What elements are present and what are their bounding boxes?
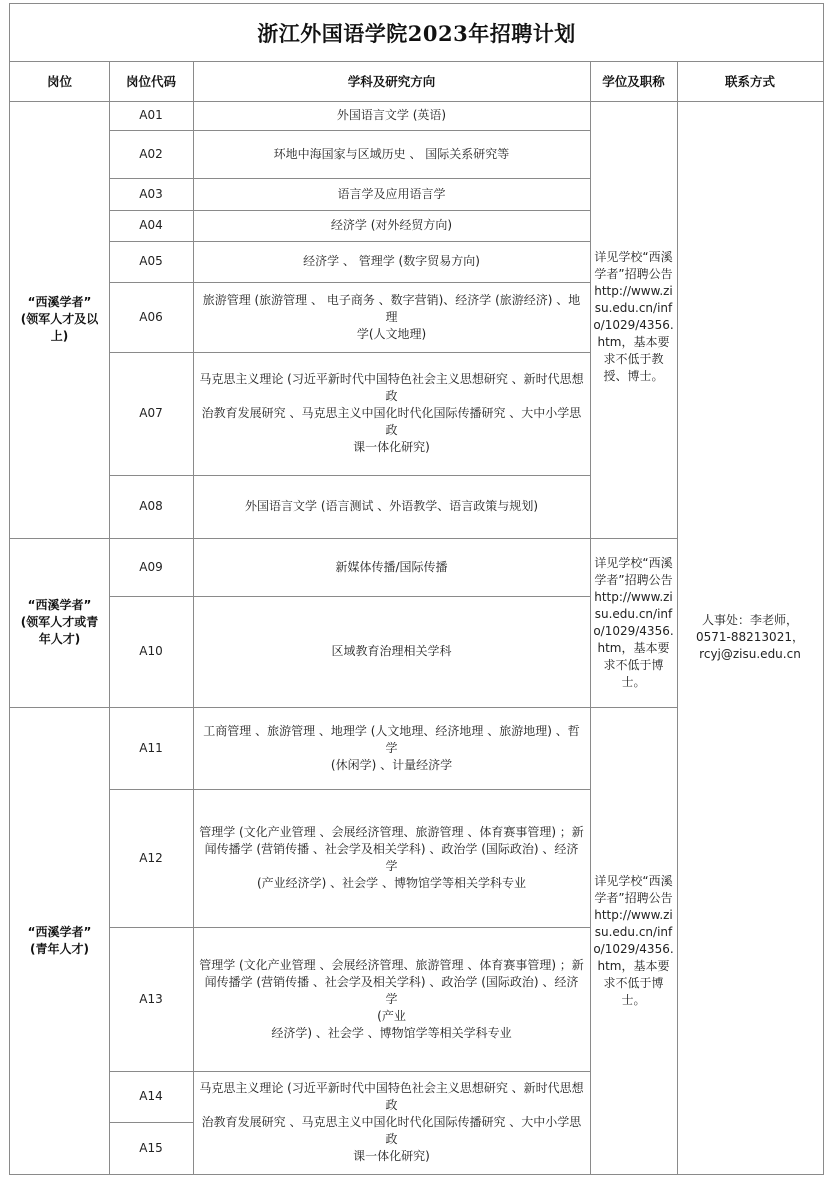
table-row-code: A05 <box>139 254 163 268</box>
table-row-discipline: 外国语言文学 (语言测试 、外语教学、语言政策与规划) <box>245 499 538 513</box>
table-row-discipline-merged: 马克思主义理论 (习近平新时代中国特色社会主义思想研究 、新时代思想政 治教育发展研究 、马克思主义中国化时代化国际传播研究 、大中小学思政 课一体化研究) <box>199 1081 584 1163</box>
header-contact: 联系方式 <box>724 74 775 89</box>
grid-line <box>109 927 590 928</box>
grid-line <box>10 538 677 539</box>
table-row-discipline: 旅游管理 (旅游管理 、 电子商务 、数字营销)、经济学 (旅游经济) 、地理 学(人文地理) <box>202 292 581 341</box>
grid-line <box>109 475 590 476</box>
grid-line <box>109 241 590 242</box>
grid-line <box>109 178 590 179</box>
contact-info: 人事处：李老师，0571-88213021，rcyj@zisu.edu.cn <box>696 613 804 661</box>
table-row-code: A07 <box>139 406 163 420</box>
grid-line <box>109 789 590 790</box>
table-row-discipline: 区域教育治理相关学科 <box>331 644 452 658</box>
grid-line <box>109 352 590 353</box>
grid-line <box>109 62 110 1174</box>
table-row-code: A09 <box>139 559 163 574</box>
table-row-code: A12 <box>139 850 163 865</box>
header-position: 岗位 <box>46 74 72 89</box>
table-row-discipline: 管理学 (文化产业管理 、会展经济管理、旅游管理 、体育赛事管理) ；新 闻传播学 (营销传播 、社会学及相关学科) 、政治学 (国际政治) 、经济学 (产业 经济学) 、社会学 、博物馆学等相关学科专业 <box>199 957 584 1040</box>
table-row-discipline: 环地中海国家与区域历史 、 国际关系研究等 <box>273 146 510 161</box>
table-row-code: A04 <box>139 218 163 232</box>
header-code: 岗位代码 <box>125 74 176 89</box>
group-label-leading-or-young: “西溪学者” (领军人才或青 年人才) <box>20 598 99 646</box>
grid-line <box>677 62 678 1174</box>
header-discipline: 学科及研究方向 <box>347 74 436 89</box>
grid-line <box>10 101 823 102</box>
table-row-discipline: 经济学 (对外经贸方向) <box>330 218 453 232</box>
group-label-leading: “西溪学者” (领军人才及以 上) <box>20 295 99 343</box>
grid-line <box>109 1071 590 1072</box>
header-degree: 学位及职称 <box>602 74 665 89</box>
table-row-code: A03 <box>139 186 163 201</box>
table-row-code: A10 <box>139 644 163 658</box>
grid-line <box>193 62 194 1174</box>
table-row-code: A11 <box>139 740 163 755</box>
grid-line <box>109 210 590 211</box>
table-row-discipline: 管理学 (文化产业管理 、会展经济管理、旅游管理 、体育赛事管理) ；新 闻传播学 (营销传播 、社会学及相关学科) 、政治学 (国际政治) 、经济学 (产业经济学) 、社会学 、博物馆学等相关学科专业 <box>199 825 584 890</box>
grid-line <box>109 282 590 283</box>
table-row-code: A14 <box>139 1089 163 1103</box>
grid-line <box>590 62 591 1174</box>
group-label-young: “西溪学者” (青年人才) <box>27 924 92 956</box>
table-row-code: A15 <box>139 1140 163 1155</box>
table-row-discipline: 外国语言文学 (英语) <box>336 108 447 122</box>
page-title: 浙江外国语学院2023年招聘计划 <box>10 4 823 62</box>
table-row-discipline: 工商管理 、旅游管理 、地理学 (人文地理、经济地理 、旅游地理) 、哲学 (休闲学) 、计量经济学 <box>203 723 580 772</box>
grid-line <box>109 596 590 597</box>
table-row-code: A06 <box>139 309 163 324</box>
recruitment-table <box>9 3 824 1175</box>
table-row-discipline: 马克思主义理论 (习近平新时代中国特色社会主义思想研究 、新时代思想政 治教育发展研究 、马克思主义中国化时代化国际传播研究 、大中小学思政 课一体化研究) <box>199 372 584 454</box>
degree-requirement: 详见学校“西溪学者”招聘公告http://www.zisu.edu.cn/info/1029/4356.htm，基本要求不低于博士。 <box>593 555 674 689</box>
grid-line <box>109 130 590 131</box>
table-row-code: A08 <box>139 499 163 513</box>
table-row-discipline: 经济学 、 管理学 (数字贸易方向) <box>303 254 480 268</box>
degree-requirement: 详见学校“西溪学者”招聘公告http://www.zisu.edu.cn/info/1029/4356.htm，基本要求不低于博士。 <box>593 873 674 1007</box>
table-row-code: A13 <box>139 991 163 1006</box>
grid-line <box>10 707 677 708</box>
table-row-code: A01 <box>139 108 163 122</box>
table-row-code: A02 <box>139 146 163 161</box>
degree-requirement: 详见学校“西溪学者”招聘公告http://www.zisu.edu.cn/info/1029/4356.htm，基本要求不低于教授、博士。 <box>593 250 674 383</box>
table-row-discipline: 语言学及应用语言学 <box>337 186 446 201</box>
grid-line <box>109 1122 193 1123</box>
table-row-discipline: 新媒体传播/国际传播 <box>335 559 448 574</box>
